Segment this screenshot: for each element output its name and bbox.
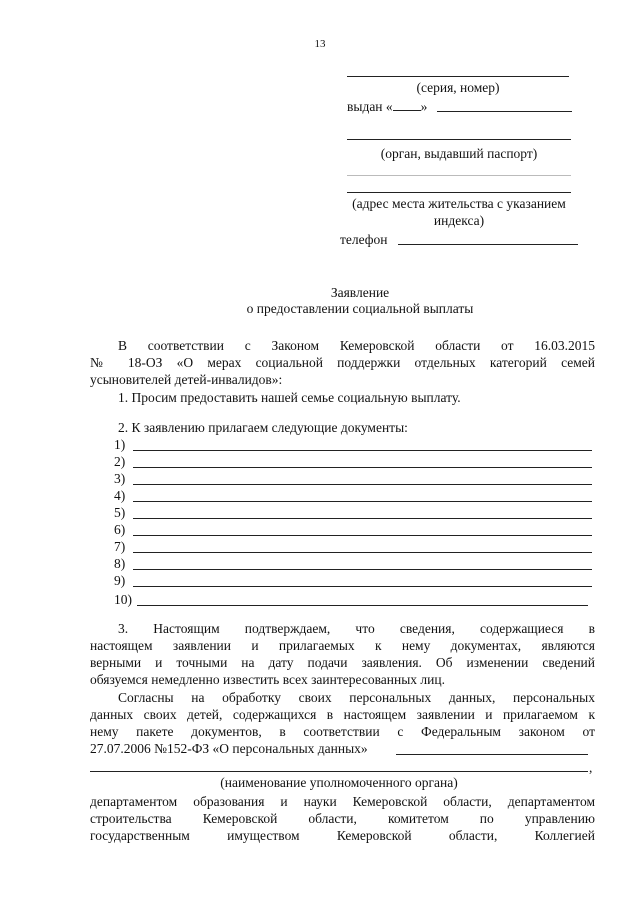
document-line[interactable] [133,467,592,468]
document-number: 1) [114,437,126,452]
address-line-1[interactable] [347,175,571,176]
document-subtitle: о предоставлении социальной выплаты [246,301,474,316]
document-line[interactable] [137,605,588,606]
consent-line-4: 27.07.2006 №152-ФЗ «О персональных данных» [90,741,368,756]
document-line[interactable] [133,450,592,451]
document-line[interactable] [133,501,592,502]
consent-line-2: данных своих детей, содержащихся в настоящем заявлении и прилагаемом к [90,707,595,722]
consent-line-5: департаментом образования и науки Кемеровской области, департаментом [90,794,595,809]
phone-line[interactable] [398,244,578,245]
document-line[interactable] [133,484,592,485]
document-number: 2) [114,454,126,469]
document-line[interactable] [133,586,592,587]
page-number: 13 [314,38,326,50]
consent-line-3: нему пакете документов, в соответствии с Федеральным законом от [90,724,595,739]
document-number: 3) [114,471,126,486]
document-line[interactable] [133,569,592,570]
document-line[interactable] [133,535,592,536]
intro-line-3: усыновителей детей-инвалидов»: [90,372,283,387]
issuer-caption: (орган, выдавший паспорт) [380,146,538,161]
consent-line-7: государственным имуществом Кемеровской области, Коллегией [90,828,595,843]
consent-line-1: Согласны на обработку своих персональных данных, персональных [118,690,595,705]
issued-label [347,98,427,115]
authority-line-comma: , [589,760,593,775]
issued-date-line[interactable] [437,111,572,112]
authority-caption: (наименование уполномоченного органа) [220,775,458,790]
issued-prefix: выдан « [347,99,393,114]
address-caption-1: (адрес места жительства с указанием [352,196,566,211]
item-2: 2. К заявлению прилагаем следующие документы: [118,420,408,435]
address-caption-2: индекса) [433,213,485,228]
item-3-line-4: обязуемся немедленно известить всех заинтересованных лиц. [90,672,445,687]
series-number-line[interactable] [347,76,569,77]
authority-line-1[interactable] [396,754,588,755]
issued-quote-close: » [420,99,428,114]
intro-line-2: № 18-ОЗ «О мерах социальной поддержки отдельных категорий семей [90,355,595,370]
document-number: 7) [114,539,126,554]
document-line[interactable] [133,518,592,519]
document-number: 4) [114,488,126,503]
item-3-line-1: 3. Настоящим подтверждаем, что сведения, содержащиеся в [118,621,595,636]
item-3-line-2: настоящем заявлении и прилагаемых к нему документах, являются [90,638,595,653]
document-number: 10) [114,592,132,607]
item-1: 1. Просим предоставить нашей семье социальную выплату. [118,390,461,405]
document-number: 5) [114,505,126,520]
intro-line-1: В соответствии с Законом Кемеровской области от 16.03.2015 [118,338,595,353]
consent-line-6: строительства Кемеровской области, комитетом по управлению [90,811,595,826]
document-line[interactable] [133,552,592,553]
authority-line-2[interactable] [90,771,588,772]
phone-label: телефон [340,232,388,247]
series-number-caption: (серия, номер) [416,80,500,95]
document-number: 9) [114,573,126,588]
address-line-2[interactable] [347,192,571,193]
issued-day-blank[interactable] [393,98,421,111]
item-3-line-3: верными и точными на дату подачи заявления. Об изменении сведений [90,655,595,670]
document-title: Заявление [330,285,390,300]
issuer-line[interactable] [347,139,571,140]
document-number: 6) [114,522,126,537]
document-number: 8) [114,556,126,571]
